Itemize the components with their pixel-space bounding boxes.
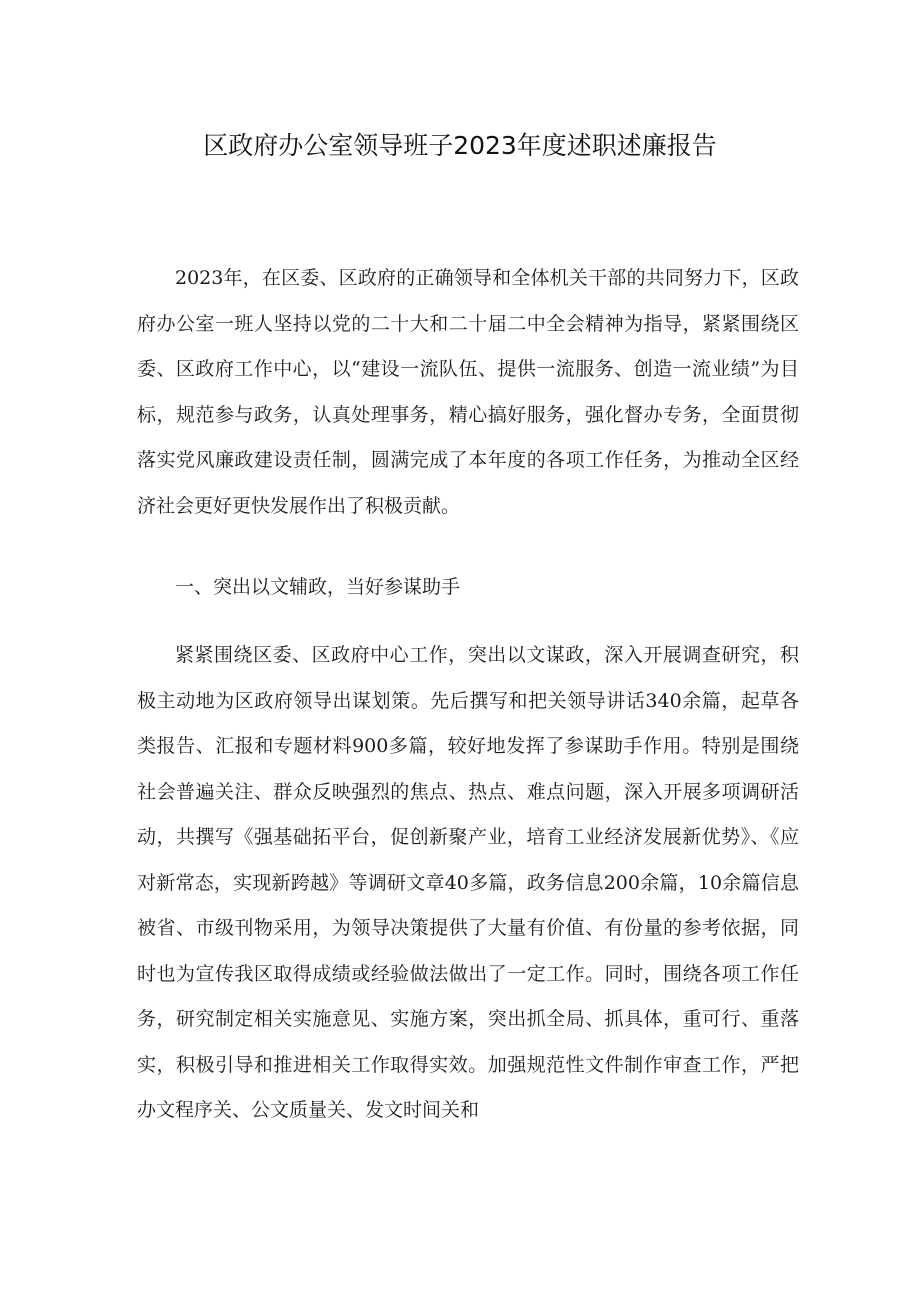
intro-paragraph: 2023年，在区委、区政府的正确领导和全体机关干部的共同努力下，区政府办公室一班人坚持以党的二十大和二十届二中全会精神为指导，紧紧围绕区委、区政府工作中心，以“建设一流队伍、提供一流服务、创造一流业绩”为目标，规范参与政务，认真处理事务，精心搞好服务，强化督办专务，全面贯彻落实党风廉政建设责任制，圆满完成了本年度的各项工作任务，为推动全区经济社会更好更快发展作出了积极贡献。 xyxy=(137,267,799,517)
document-title: 区政府办公室领导班子2023年度述职述廉报告 xyxy=(203,131,717,160)
section-heading-1: 一、突出以文辅政，当好参谋助手 xyxy=(175,576,461,598)
section-1-paragraph: 紧紧围绕区委、区政府中心工作，突出以文谋政，深入开展调查研究，积极主动地为区政府领导出谋划策。先后撰写和把关领导讲话340余篇，起草各类报告、汇报和专题材料900多篇，较好地发挥了参谋助手作用。特别是围绕社会普遍关注、群众反映强烈的焦点、热点、难点问题，深入开展多项调研活动，共撰写《强基础拓平台，促创新聚产业，培育工业经济发展新优势》、《应对新常态，实现新跨越》等调研文章40多篇，政务信息200余篇，10余篇信息被省、市级刊物采用，为领导决策提供了大量有价值、有份量的参考依据，同时也为宣传我区取得成绩或经验做法做出了一定工作。同时，围绕各项工作任务，研究制定相关实施意见、实施方案，突出抓全局、抓具体，重可行、重落实，积极引导和推进相关工作取得实效。加强规范性文件制作审查工作，严把办文程序关、公文质量关、发文时间关和 xyxy=(137,644,799,1121)
